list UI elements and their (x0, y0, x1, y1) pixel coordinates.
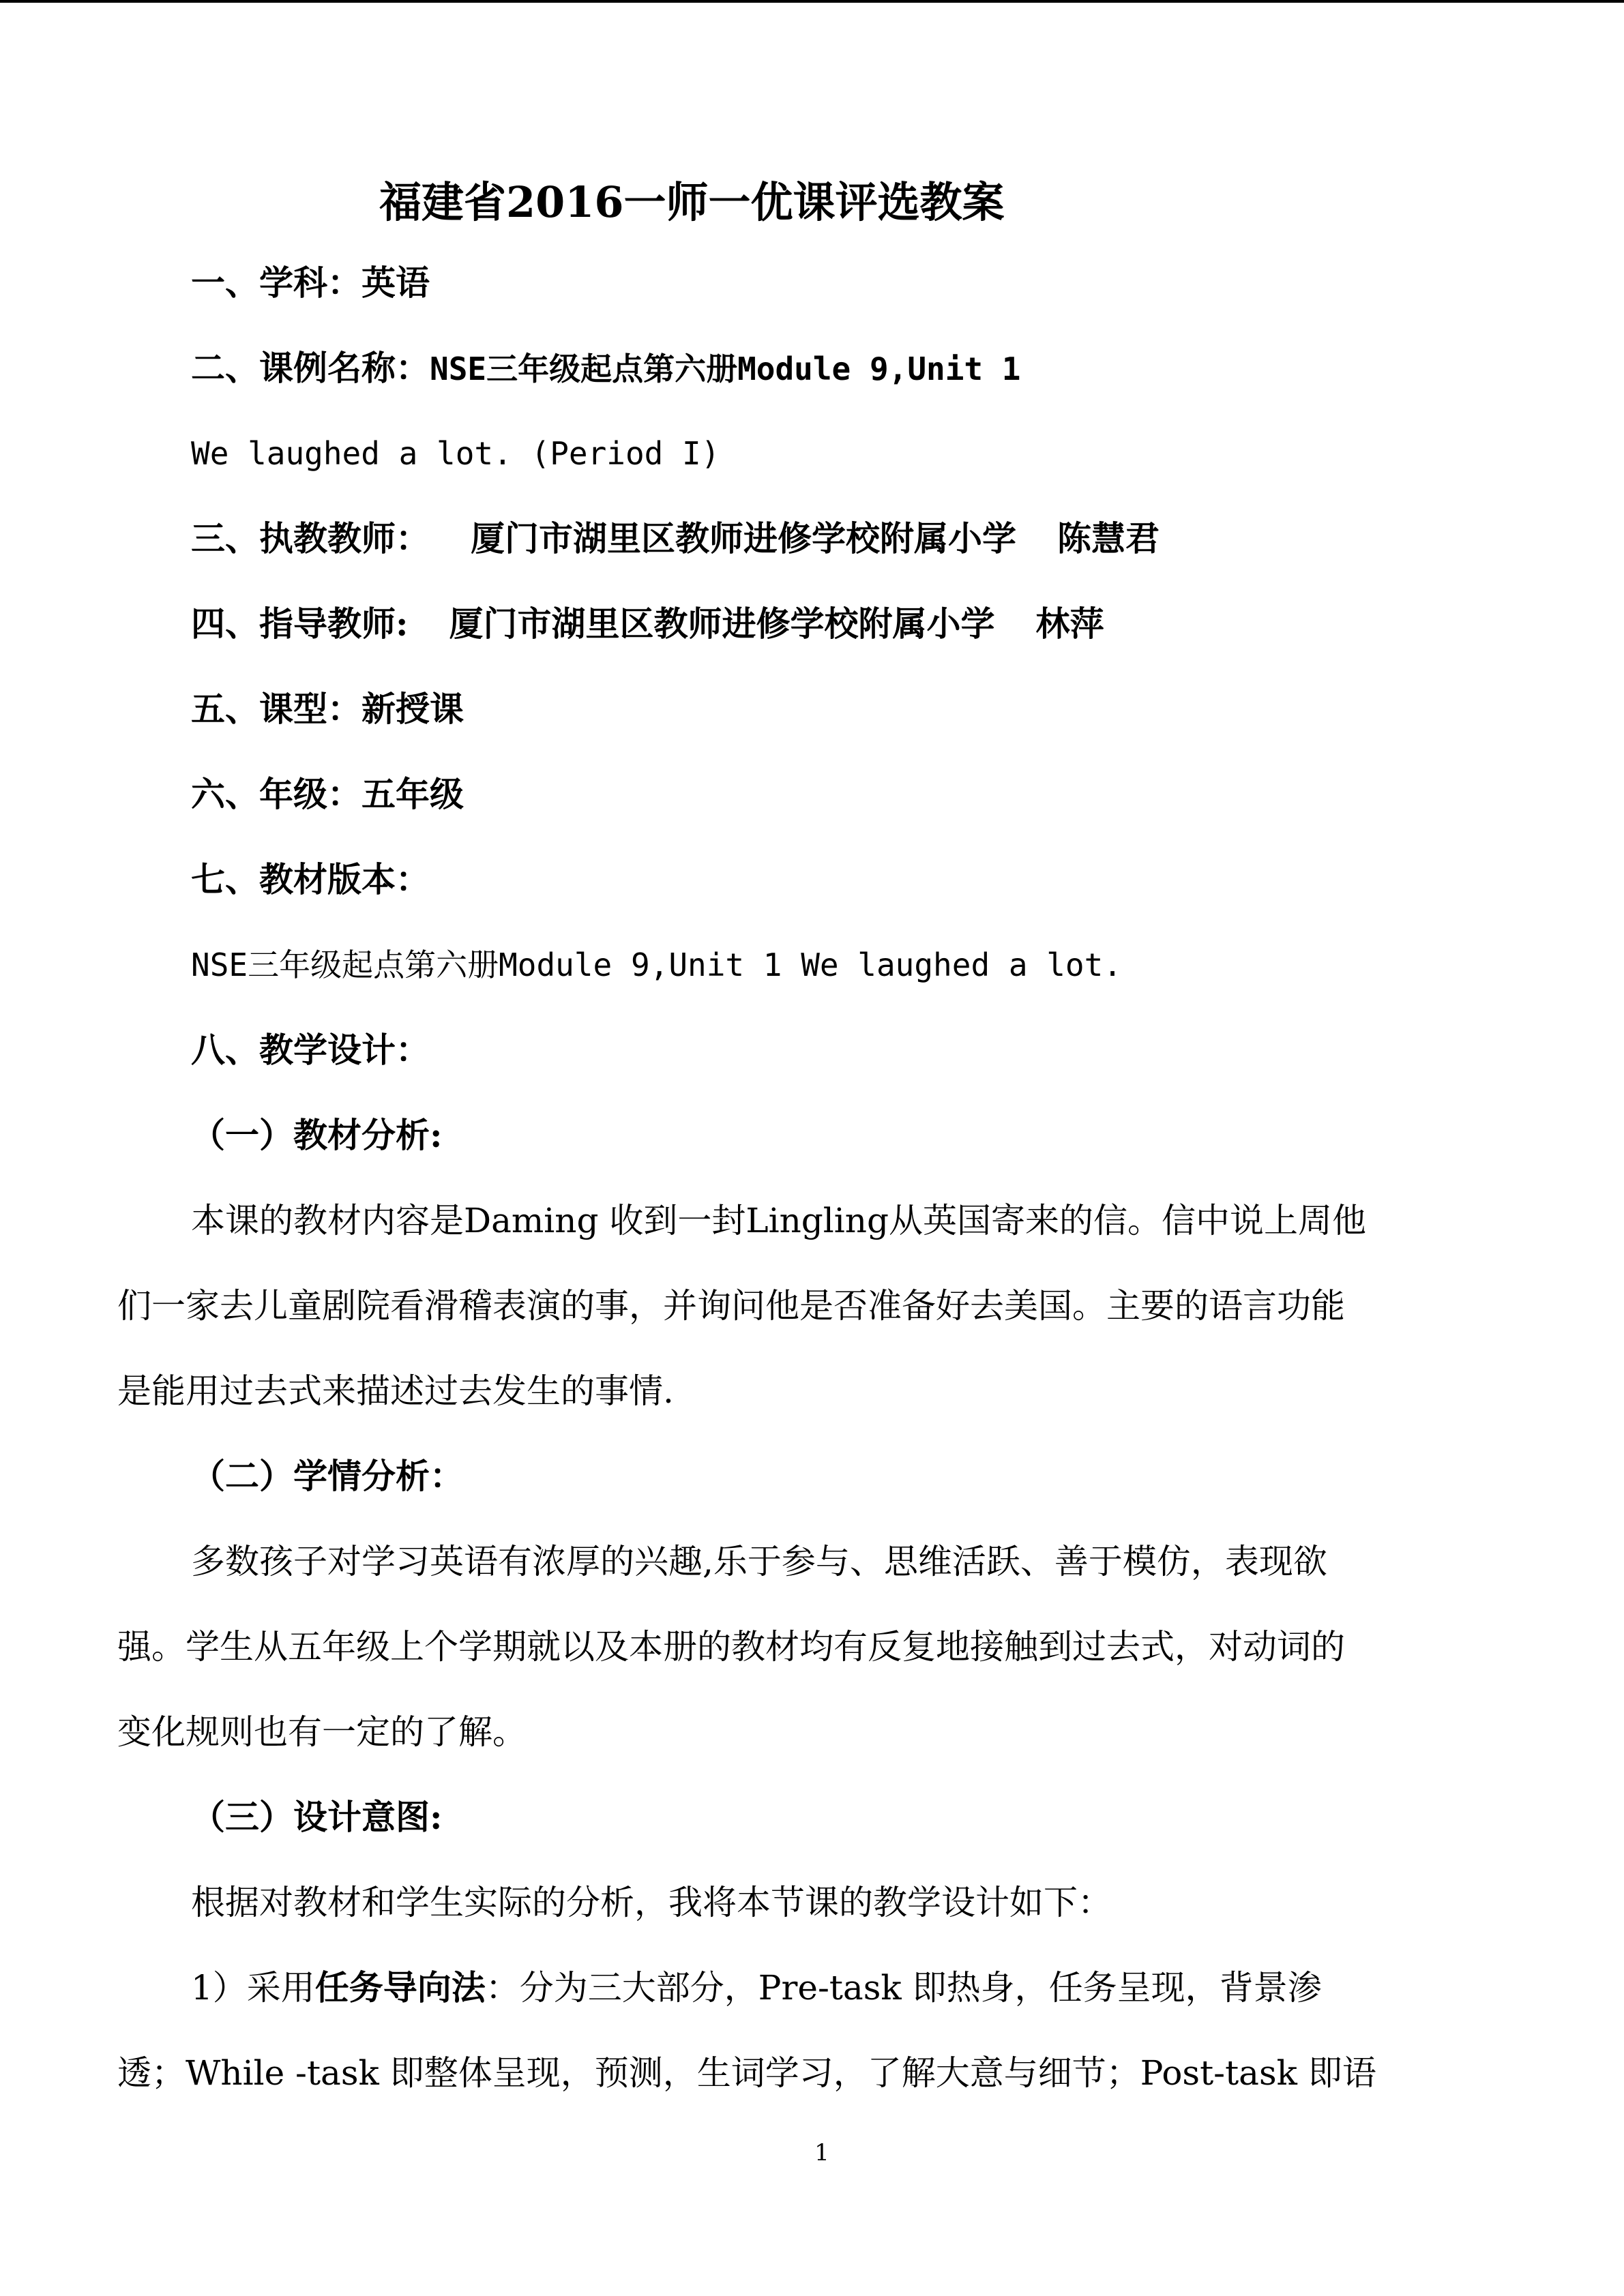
mentor-label: 四、指导教师: (191, 603, 409, 644)
method-line-1 (191, 1962, 1322, 2014)
method-line-2: 透；While -task 即整体呈现，预测，生词学习，了解大意与细节；Post-task 即语 (117, 2053, 1376, 2093)
lesson-name-value: NSE三年级起点第六册Module 9,Unit 1 (430, 351, 1021, 387)
mentor-line (191, 598, 1104, 650)
students-line-2: 强。学生从五年级上个学期就以及本册的教材均有反复地接触到过去式，对动词的 (117, 1627, 1345, 1667)
analysis-heading: （一）教材分析: (191, 1115, 443, 1155)
intent-intro: 根据对教材和学生实际的分析，我将本节课的教学设计如下： (191, 1883, 1112, 1922)
method-name: 任务导向法 (314, 1967, 486, 2008)
page-number: 1 (814, 2139, 829, 2166)
intent-heading: （三）设计意图: (191, 1797, 443, 1837)
subject-line: 一、学科：英语 (191, 263, 430, 303)
mentor-name: 林萍 (1035, 603, 1104, 644)
lesson-subtitle: We laughed a lot. (Period I) (191, 435, 720, 472)
textbook-value: NSE三年级起点第六册Module 9,Unit 1 We laughed a lot. (191, 946, 1122, 983)
teacher-line (191, 513, 1160, 565)
students-heading: （二）学情分析： (191, 1456, 464, 1496)
method-rest: ：分为三大部分，Pre-task 即热身，任务呈现，背景渗 (485, 1968, 1322, 2008)
analysis-line-1: 本课的教材内容是Daming 收到一封Lingling从英国寄来的信。信中说上周他 (191, 1201, 1366, 1240)
teacher-school: 厦门市湖里区教师进修学校附属小学 (471, 518, 1016, 558)
document-title: 福建省2016一师一优课评选教案 (379, 177, 1005, 227)
method-prefix: 1）采用 (191, 1968, 315, 2008)
grade-line: 六、年级：五年级 (191, 774, 464, 814)
students-line-1: 多数孩子对学习英语有浓厚的兴趣,乐于参与、思维活跃、善于模仿，表现欲 (191, 1542, 1327, 1581)
analysis-line-2: 们一家去儿童剧院看滑稽表演的事，并询问他是否准备好去美国。主要的语言功能 (117, 1286, 1345, 1326)
students-line-3: 变化规则也有一定的了解。 (117, 1712, 527, 1752)
lesson-type-line: 五、课型：新授课 (191, 689, 464, 729)
lesson-name-line (191, 342, 1021, 394)
teacher-name: 陈慧君 (1057, 518, 1160, 558)
mentor-school: 厦门市湖里区教师进修学校附属小学 (449, 603, 995, 644)
textbook-label: 七、教材版本： (191, 859, 430, 899)
teacher-label: 三、执教教师： (191, 518, 430, 558)
design-label: 八、教学设计： (191, 1030, 430, 1070)
analysis-line-3: 是能用过去式来描述过去发生的事情. (117, 1371, 674, 1411)
lesson-name-label: 二、课例名称： (191, 348, 430, 388)
